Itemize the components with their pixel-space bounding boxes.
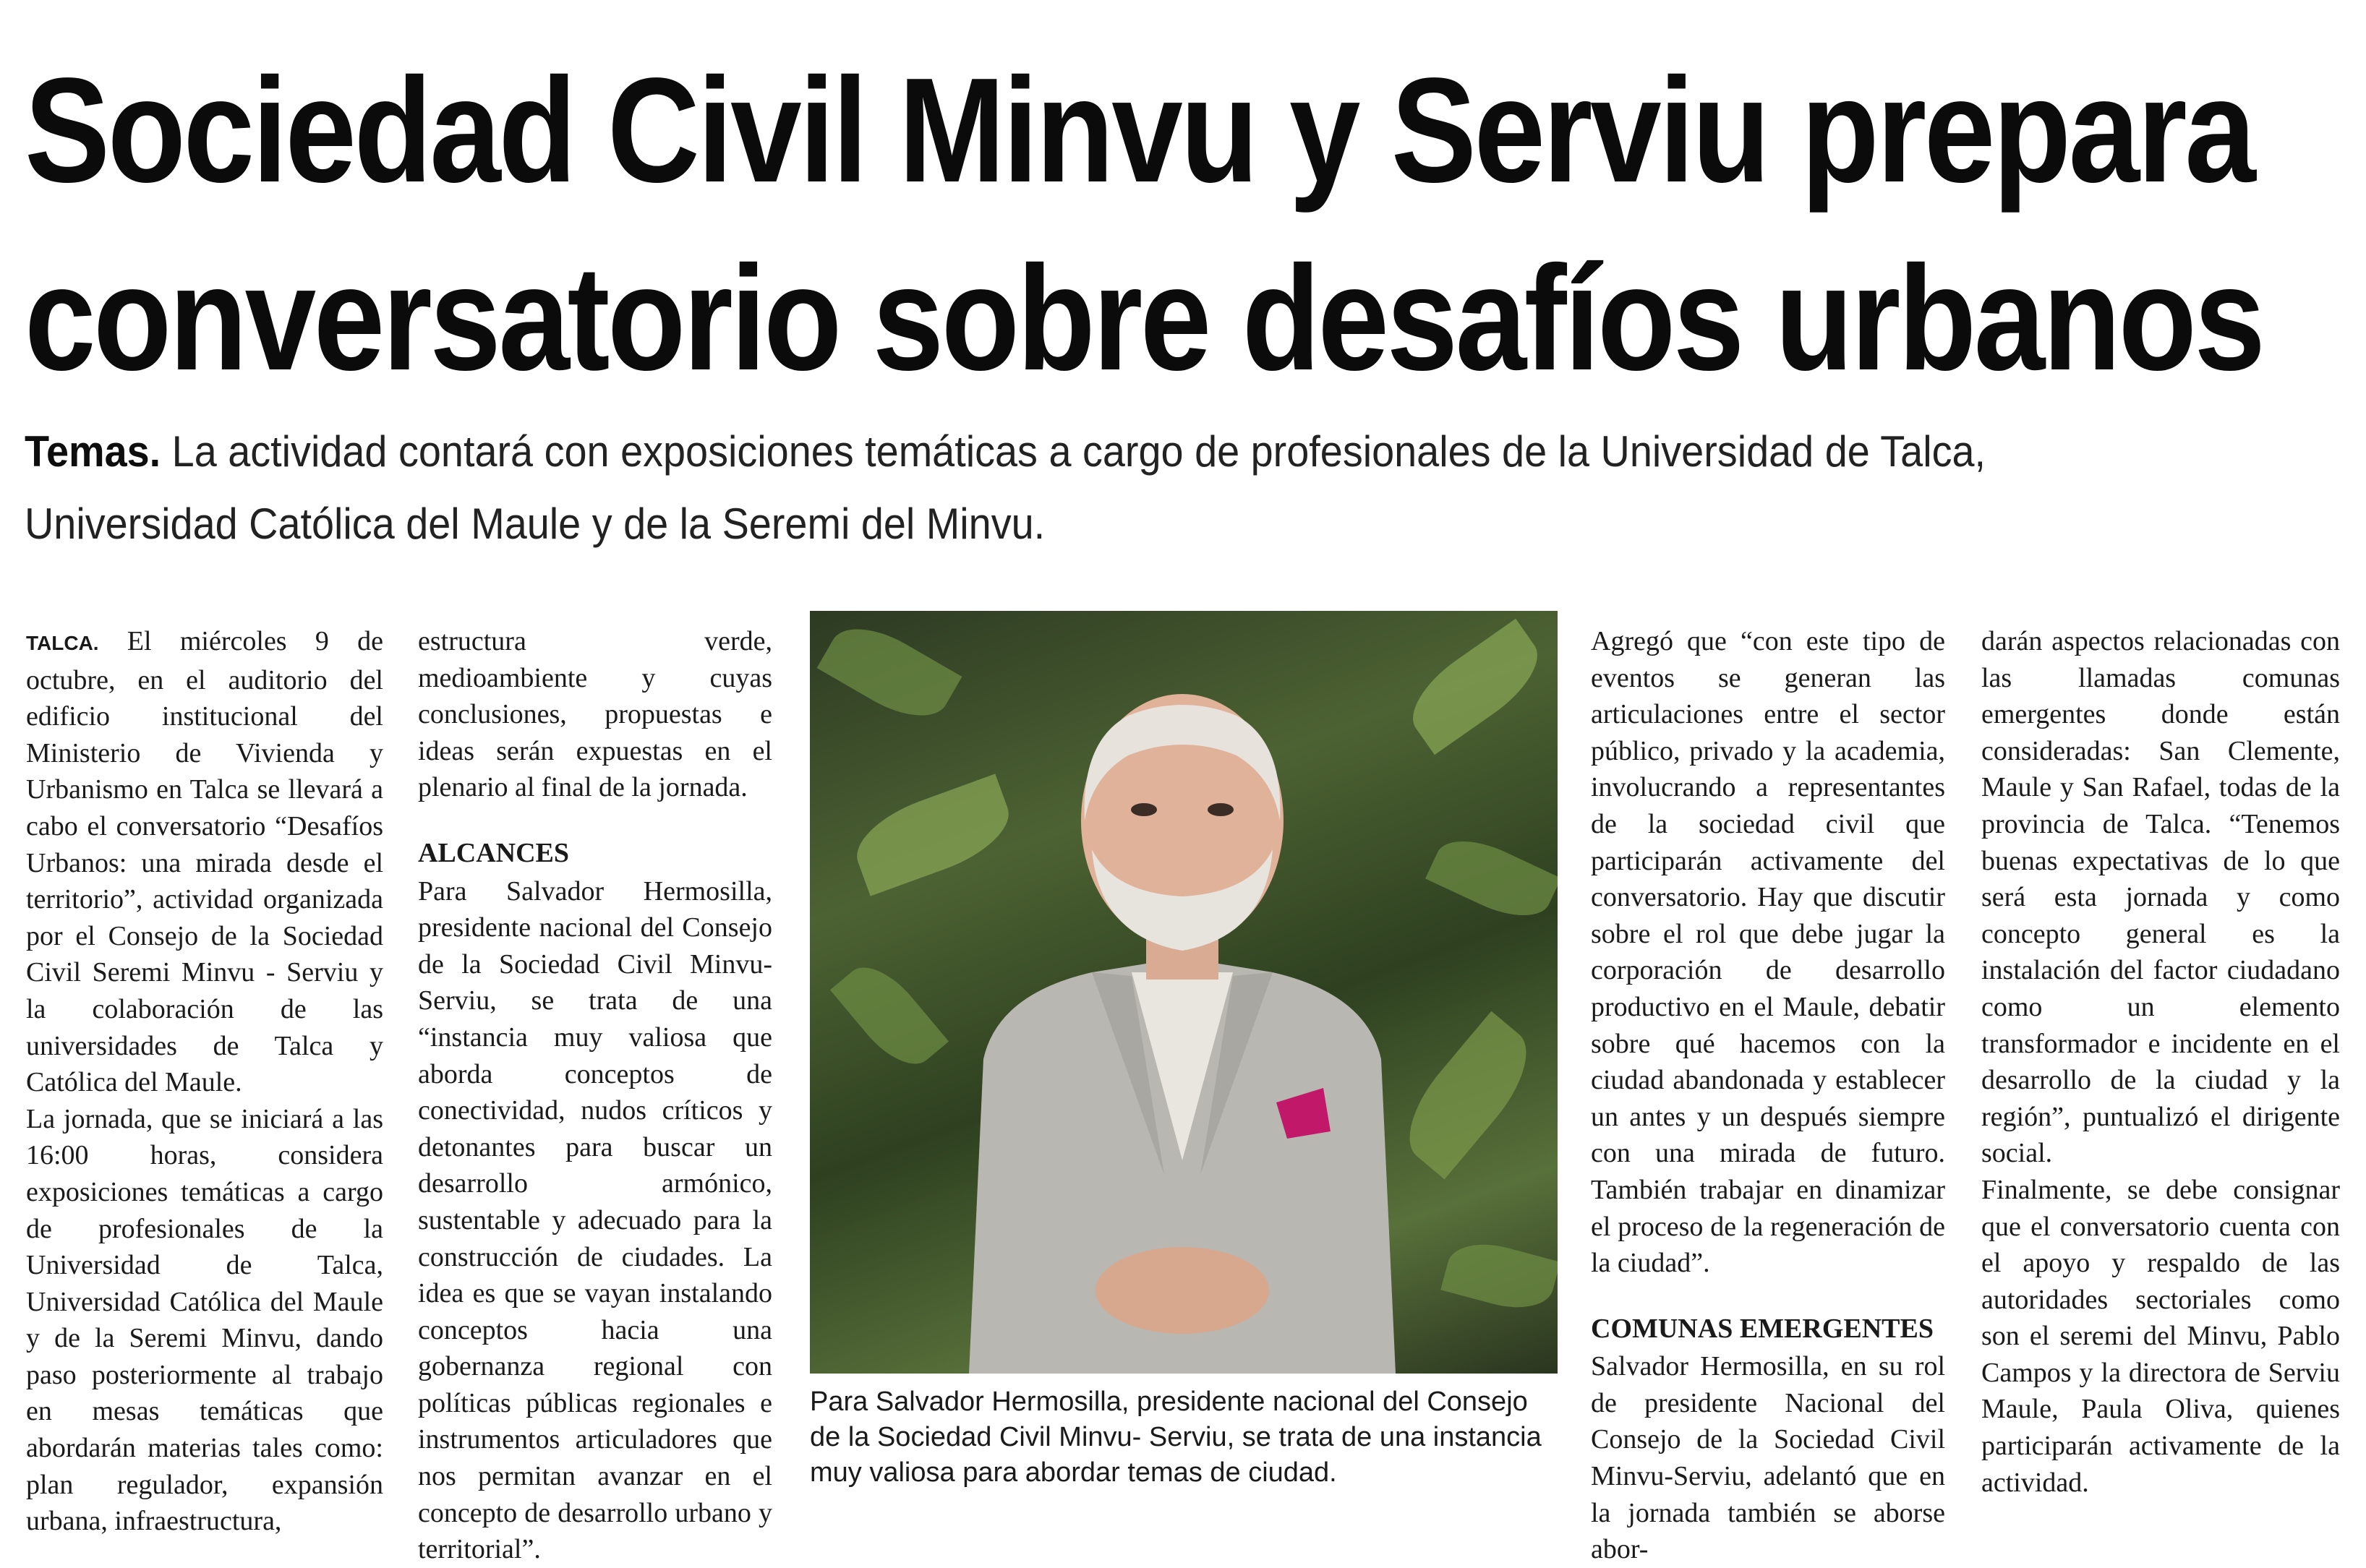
article-paragraph: Finalmente, se debe consignar que el conversatorio cuenta con el apoyo y respaldo de las autoridades sectoriales como son el seremi del Minvu, Pablo Campos y la directora de Serviu Maule, Paula Oliva, quienes participarán activamente de la actividad. — [1981, 1174, 2340, 1498]
article-column-1 — [26, 623, 383, 1540]
portrait-photo — [810, 611, 1558, 1374]
article-paragraph: Para Salvador Hermosilla, presidente nacional del Consejo de la Sociedad Civil Minvu- Serviu, se trata de una “instancia muy valiosa que aborda conceptos de conectividad, nudos críticos y detonantes para buscar un desarrollo armónico, sustentable y adecuado para la construcción de ciudades. La idea es que se vayan instalando conceptos hacia una gobernanza regional con políticas públicas regionales e instrumentos articuladores que nos permitan avanzar en el concepto de desarrollo urbano y territorial”. — [418, 875, 772, 1565]
article-paragraph: estructura verde, medioambiente y cuyas conclusiones, propuestas e ideas serán expuestas en el plenario al final de la jornada. — [418, 626, 772, 803]
section-heading-comunas-emergentes: COMUNAS EMERGENTES — [1591, 1313, 1934, 1344]
article-column-4 — [1981, 623, 2340, 1501]
headline-line-1: Sociedad Civil Minvu y Serviu prepara — [25, 47, 2254, 213]
paragraph-text: El miércoles 9 de octubre, en el auditorio del edificio institucional del Ministerio de Vivienda y Urbanismo en Talca se llevará a cabo el conversatorio “Desafíos Urbanos: una mirada desde el territorio”, actividad organizada por el Consejo de la Sociedad Civil Seremi Minvu - Serviu y la colaboración de las universidades de Talca y Católica del Maule. — [26, 626, 383, 1098]
section-heading-alcances: ALCANCES — [418, 837, 570, 868]
dateline: TALCA. — [26, 632, 99, 654]
photo-caption: Para Salvador Hermosilla, presidente nacional del Consejo de la Sociedad Civil Minvu- Serviu, se trata de una instancia muy valiosa para abordar temas de ciudad. — [810, 1387, 1542, 1488]
subheadline-text: La actividad contará con exposiciones temáticas a cargo de profesionales de la Universidad de Talca, Universidad Católica del Maule y de la Seremi del Minvu. — [25, 427, 1986, 548]
article-paragraph: La jornada, que se iniciará a las 16:00 horas, considera exposiciones temáticas a cargo de profesionales de la Universidad de Talca, Universidad Católica del Maule y de la Seremi Minvu, dando paso posteriormente al trabajo en mesas temáticas que abordarán materias tales como: plan regulador, expansión urbana, infraestructura, — [26, 1103, 383, 1537]
headline-line-2: conversatorio sobre desafíos urbanos — [25, 235, 2263, 401]
article-column-3 — [1591, 623, 1945, 1568]
article-paragraph — [26, 623, 383, 1101]
headline — [25, 36, 2263, 412]
article-paragraph-continued: darán aspectos relacionadas con las llamadas comunas emergentes donde están consideradas: San Clemente, Maule y San Rafael, todas de la provincia de Talca. “Tenemos buenas expectativas de lo que será esta jornada y como concepto general es la instalación del factor ciudadano como un elemento transformador e incidente en el desarrollo de la ciudad y la región”, puntualizó el dirigente social. — [1981, 626, 2340, 1169]
article-paragraph: Salvador Hermosilla, en su rol de presidente Nacional del Consejo de la Sociedad Civil Minvu-Serviu, adelantó que en la jornada también se aborse abor- — [1591, 1351, 1945, 1565]
subheadline-lead: Temas. — [25, 427, 161, 476]
article-paragraph: Agregó que “con este tipo de eventos se generan las articulaciones entre el sector público, privado y la academia, involucrando a representantes de la sociedad civil que participarán activamente del conversatorio. Hay que discutir sobre el rol que debe jugar la corporación de desarrollo productivo en el Maule, debatir sobre qué hacemos con la ciudad abandonada y establecer un antes y un después siempre con una mirada de futuro. También trabajar en dinamizar el proceso de la regeneración de la ciudad”. — [1591, 626, 1945, 1279]
article-column-2 — [418, 623, 772, 1568]
subheadline — [25, 416, 2177, 560]
man-portrait-illustration — [947, 654, 1417, 1374]
